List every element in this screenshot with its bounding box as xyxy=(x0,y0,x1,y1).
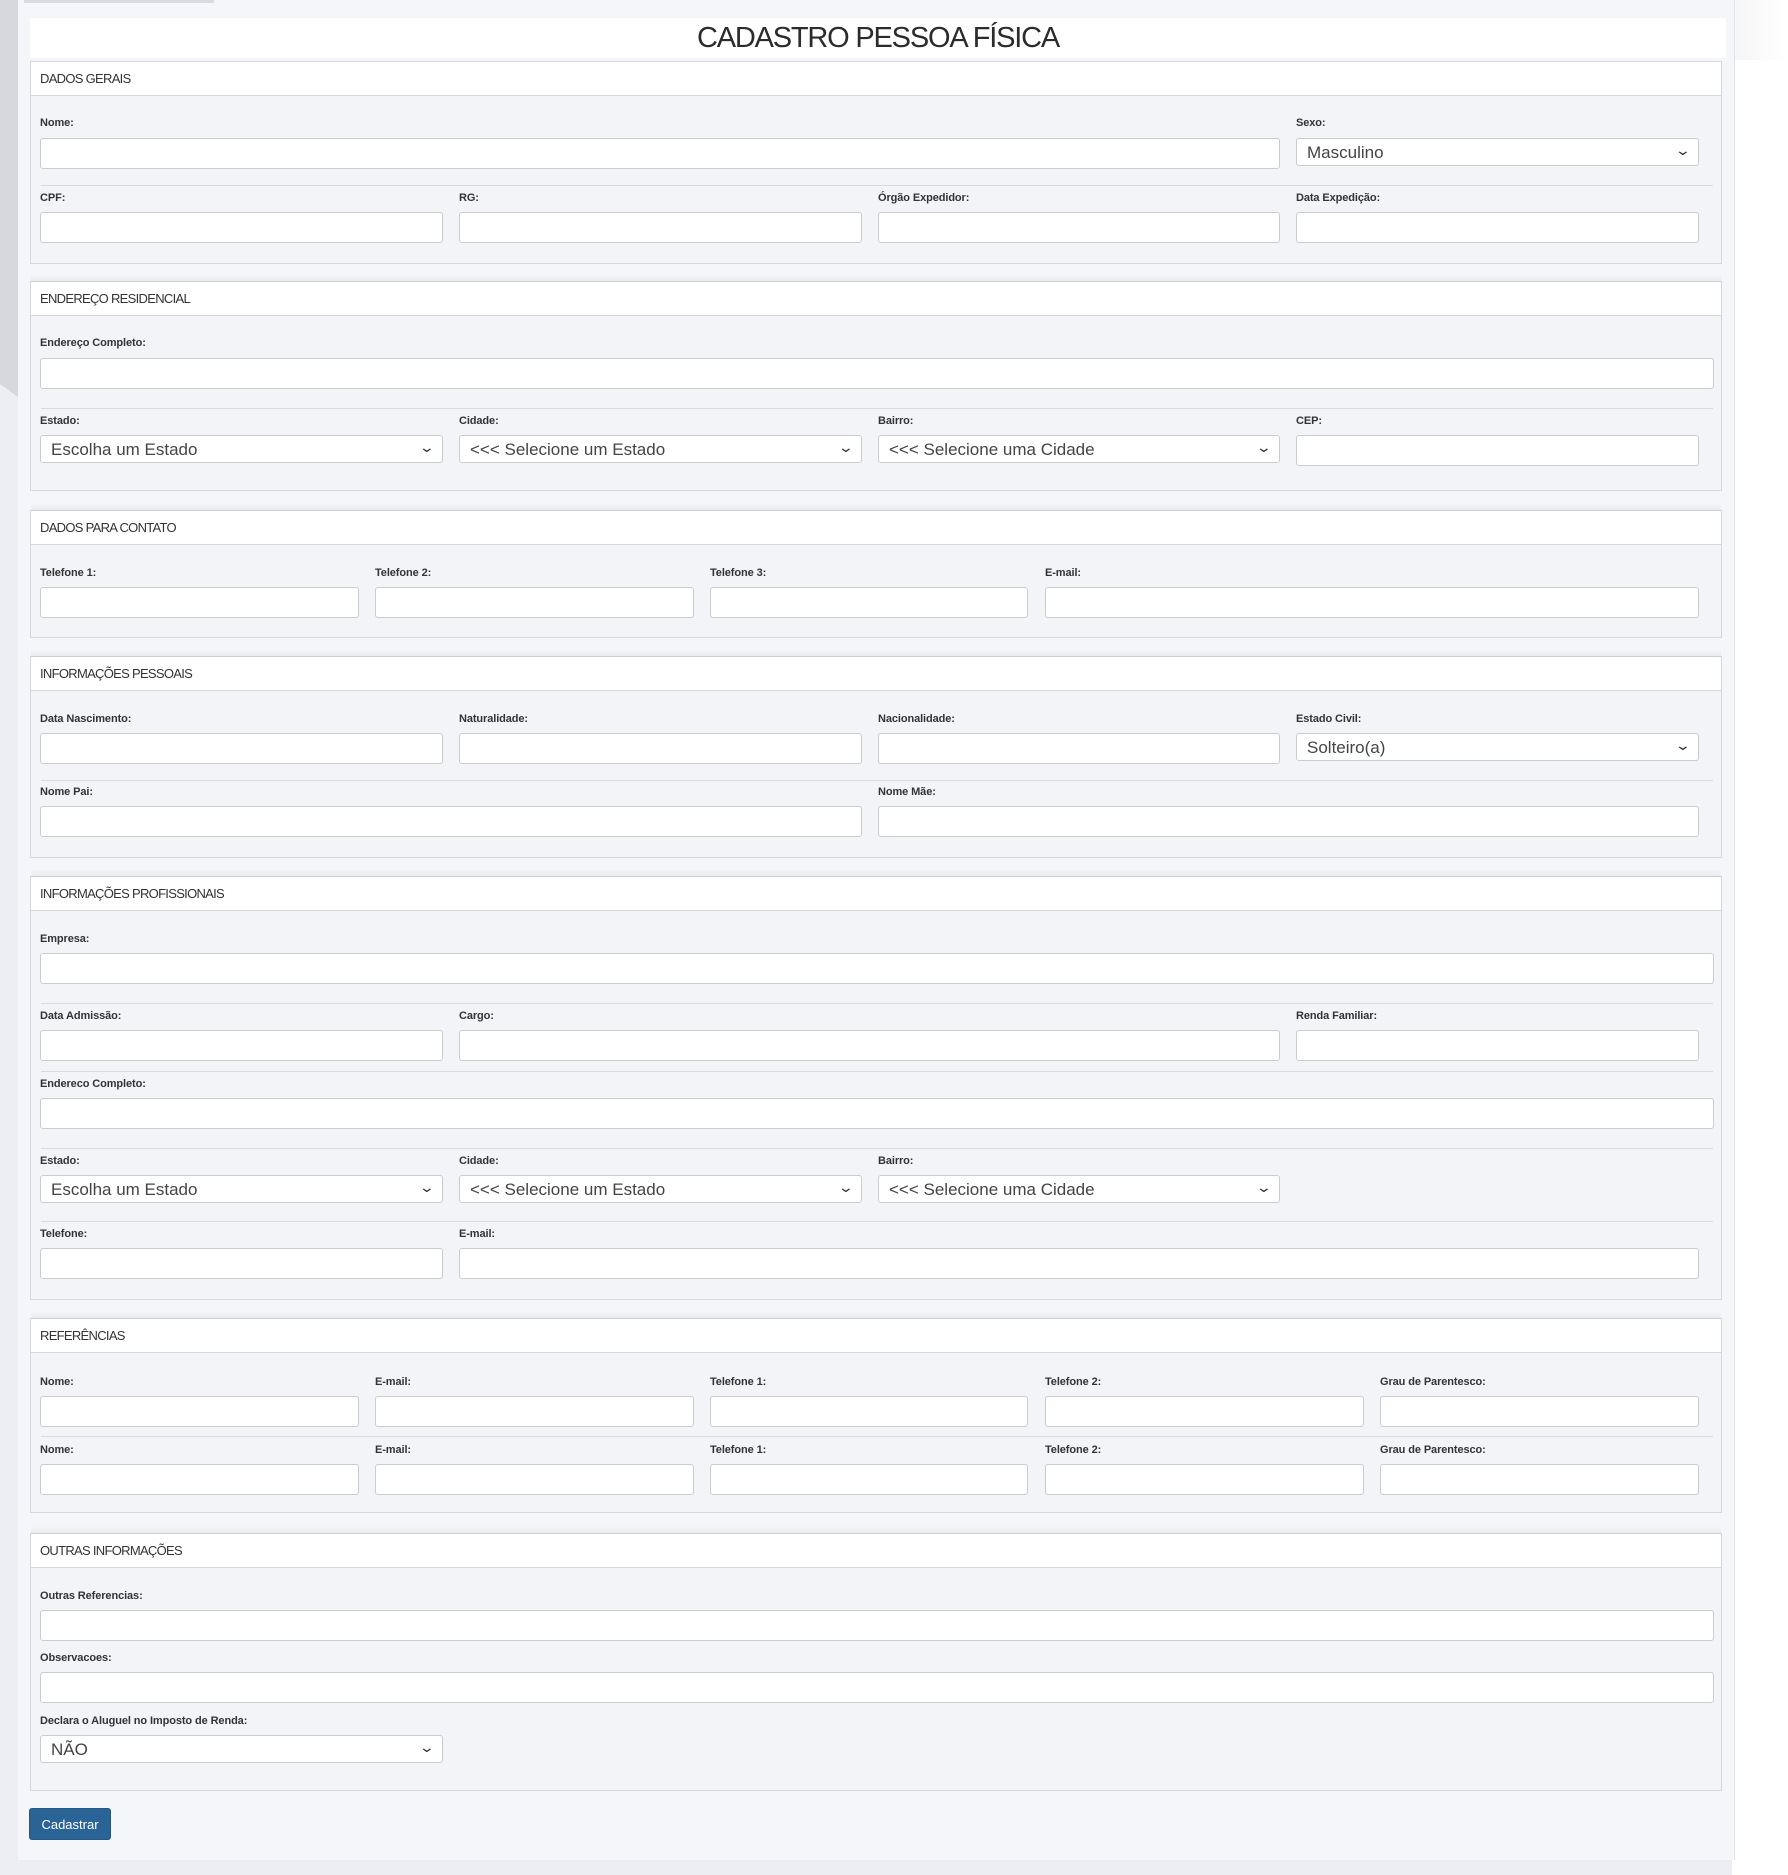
cidade-empresa-select[interactable] xyxy=(459,1175,862,1203)
estado-civil-select[interactable] xyxy=(1296,733,1699,761)
page-title: CADASTRO PESSOA FÍSICA xyxy=(697,22,1059,54)
rg-input[interactable] xyxy=(459,212,862,243)
panel-title: INFORMAÇÕES PROFISSIONAIS xyxy=(40,886,225,901)
estado-select-value: Escolha um Estado xyxy=(51,440,198,459)
bairro-select-value: <<< Selecione uma Cidade xyxy=(889,440,1095,459)
data-expedicao-label: Data Expedição: xyxy=(1296,192,1381,204)
data-nascimento-label: Data Nascimento: xyxy=(40,713,132,725)
title-bar xyxy=(30,18,1726,58)
naturalidade-input[interactable] xyxy=(459,733,862,764)
panel-header xyxy=(31,657,1721,691)
declara-aluguel-label: Declara o Aluguel no Imposto de Renda: xyxy=(40,1715,248,1727)
panel-endereco-residencial xyxy=(30,281,1722,491)
email-empresa-label: E-mail: xyxy=(459,1228,495,1240)
orgao-expedidor-input[interactable] xyxy=(878,212,1280,243)
nome-mae-label: Nome Mãe: xyxy=(878,786,936,798)
estado-empresa-label: Estado: xyxy=(40,1155,80,1167)
observacoes-label: Observacoes: xyxy=(40,1652,112,1664)
panel-header xyxy=(31,282,1721,316)
endereco-completo-input[interactable] xyxy=(40,358,1714,389)
cidade-label: Cidade: xyxy=(459,415,499,427)
cpf-input[interactable] xyxy=(40,212,443,243)
renda-familiar-input[interactable] xyxy=(1296,1030,1699,1061)
sexo-label: Sexo: xyxy=(1296,117,1326,129)
data-admissao-input[interactable] xyxy=(40,1030,443,1061)
chevron-down-icon: ⌄ xyxy=(837,439,855,455)
renda-familiar-label: Renda Familiar: xyxy=(1296,1010,1378,1022)
row-divider xyxy=(41,1071,1713,1072)
estado-civil-label: Estado Civil: xyxy=(1296,713,1362,725)
ref-parentesco-input[interactable] xyxy=(1380,1464,1699,1495)
row-divider xyxy=(41,1148,1713,1149)
row-divider xyxy=(41,1003,1713,1004)
cep-label: CEP: xyxy=(1296,415,1322,427)
chevron-down-icon: ⌄ xyxy=(418,439,436,455)
declara-aluguel-select-value: NÃO xyxy=(51,1740,88,1759)
panel-dados-gerais xyxy=(30,61,1722,264)
bairro-empresa-select[interactable] xyxy=(878,1175,1280,1203)
ref-telefone2-input[interactable] xyxy=(1045,1464,1364,1495)
endereco-empresa-input[interactable] xyxy=(40,1098,1714,1129)
ref-email-label: E-mail: xyxy=(375,1444,411,1456)
nome-pai-input[interactable] xyxy=(40,806,862,837)
nacionalidade-input[interactable] xyxy=(878,733,1280,764)
chevron-down-icon: ⌄ xyxy=(1674,737,1692,753)
estado-empresa-select-value: Escolha um Estado xyxy=(51,1180,198,1199)
panel-title: DADOS PARA CONTATO xyxy=(40,520,176,535)
telefone-empresa-input[interactable] xyxy=(40,1248,443,1279)
bairro-select[interactable] xyxy=(878,435,1280,463)
row-divider xyxy=(41,185,1713,186)
bairro-empresa-select-value: <<< Selecione uma Cidade xyxy=(889,1180,1095,1199)
cep-input[interactable] xyxy=(1296,435,1699,466)
chevron-down-icon: ⌄ xyxy=(418,1739,436,1755)
ref-nome-input[interactable] xyxy=(40,1396,359,1427)
nome-pai-label: Nome Pai: xyxy=(40,786,93,798)
row-divider xyxy=(41,1436,1713,1437)
ref-telefone1-label: Telefone 1: xyxy=(710,1444,767,1456)
orgao-expedidor-label: Órgão Expedidor: xyxy=(878,192,970,204)
panel-title: OUTRAS INFORMAÇÕES xyxy=(40,1543,182,1558)
panel-title: INFORMAÇÕES PESSOAIS xyxy=(40,666,193,681)
row-divider xyxy=(41,408,1713,409)
nome-input[interactable] xyxy=(40,138,1280,169)
ref-telefone2-label: Telefone 2: xyxy=(1045,1376,1102,1388)
chevron-down-icon: ⌄ xyxy=(418,1179,436,1195)
nacionalidade-label: Nacionalidade: xyxy=(878,713,955,725)
ref-parentesco-input[interactable] xyxy=(1380,1396,1699,1427)
ref-email-label: E-mail: xyxy=(375,1376,411,1388)
panel-header xyxy=(31,1534,1721,1568)
row-divider xyxy=(41,780,1713,781)
cidade-select-value: <<< Selecione um Estado xyxy=(470,440,666,459)
panel-header xyxy=(31,877,1721,911)
cpf-label: CPF: xyxy=(40,192,66,204)
sexo-select-value: Masculino xyxy=(1307,143,1384,162)
ref-telefone2-label: Telefone 2: xyxy=(1045,1444,1102,1456)
panel-header xyxy=(31,1319,1721,1353)
bairro-empresa-label: Bairro: xyxy=(878,1155,914,1167)
cidade-empresa-label: Cidade: xyxy=(459,1155,499,1167)
ref-nome-input[interactable] xyxy=(40,1464,359,1495)
panel-referencias xyxy=(30,1318,1722,1513)
chevron-down-icon: ⌄ xyxy=(837,1179,855,1195)
chevron-down-icon: ⌄ xyxy=(1674,142,1692,158)
panel-informacoes-profissionais xyxy=(30,876,1722,1300)
panel-title: DADOS GERAIS xyxy=(40,71,131,86)
outras-referencias-label: Outras Referencias: xyxy=(40,1590,143,1602)
rg-label: RG: xyxy=(459,192,479,204)
nome-mae-input[interactable] xyxy=(878,806,1699,837)
chevron-down-icon: ⌄ xyxy=(1255,1179,1273,1195)
background-right xyxy=(1732,0,1788,1875)
cargo-label: Cargo: xyxy=(459,1010,494,1022)
telefone-empresa-label: Telefone: xyxy=(40,1228,88,1240)
panel-dados-contato xyxy=(30,510,1722,638)
ref-nome-label: Nome: xyxy=(40,1444,74,1456)
nome-label: Nome: xyxy=(40,117,74,129)
outras-referencias-input[interactable] xyxy=(40,1610,1714,1641)
panel-title: ENDEREÇO RESIDENCIAL xyxy=(40,291,190,306)
telefone1-input[interactable] xyxy=(40,587,359,618)
estado-civil-select-value: Solteiro(a) xyxy=(1307,738,1386,757)
ref-email-input[interactable] xyxy=(375,1464,694,1495)
ref-email-input[interactable] xyxy=(375,1396,694,1427)
declara-aluguel-select[interactable] xyxy=(40,1735,443,1763)
email-input[interactable] xyxy=(1045,587,1699,618)
ref-parentesco-label: Grau de Parentesco: xyxy=(1380,1376,1486,1388)
ref-telefone2-input[interactable] xyxy=(1045,1396,1364,1427)
estado-label: Estado: xyxy=(40,415,80,427)
naturalidade-label: Naturalidade: xyxy=(459,713,528,725)
cidade-select[interactable] xyxy=(459,435,862,463)
telefone3-input[interactable] xyxy=(710,587,1028,618)
telefone3-label: Telefone 3: xyxy=(710,567,767,579)
bairro-label: Bairro: xyxy=(878,415,914,427)
data-expedicao-input[interactable] xyxy=(1296,212,1699,243)
email-empresa-input[interactable] xyxy=(459,1248,1699,1279)
ref-nome-label: Nome: xyxy=(40,1376,74,1388)
empresa-label: Empresa: xyxy=(40,933,90,945)
endereco-completo-label: Endereço Completo: xyxy=(40,337,146,349)
data-admissao-label: Data Admissão: xyxy=(40,1010,122,1022)
row-divider xyxy=(41,1221,1713,1222)
ref-telefone1-label: Telefone 1: xyxy=(710,1376,767,1388)
empresa-input[interactable] xyxy=(40,953,1714,984)
ref-telefone1-input[interactable] xyxy=(710,1464,1028,1495)
endereco-empresa-label: Endereco Completo: xyxy=(40,1078,146,1090)
ref-telefone1-input[interactable] xyxy=(710,1396,1028,1427)
panel-informacoes-pessoais xyxy=(30,656,1722,858)
ref-parentesco-label: Grau de Parentesco: xyxy=(1380,1444,1486,1456)
cidade-empresa-select-value: <<< Selecione um Estado xyxy=(470,1180,666,1199)
estado-empresa-select[interactable] xyxy=(40,1175,443,1203)
chevron-down-icon: ⌄ xyxy=(1255,439,1273,455)
telefone2-input[interactable] xyxy=(375,587,694,618)
email-label: E-mail: xyxy=(1045,567,1081,579)
telefone1-label: Telefone 1: xyxy=(40,567,97,579)
panel-header xyxy=(31,511,1721,545)
data-nascimento-input[interactable] xyxy=(40,733,443,764)
telefone2-label: Telefone 2: xyxy=(375,567,432,579)
top-tab-strip xyxy=(24,0,214,3)
estado-select[interactable] xyxy=(40,435,443,463)
sexo-select[interactable] xyxy=(1296,138,1699,166)
observacoes-input[interactable] xyxy=(40,1672,1714,1703)
cargo-input[interactable] xyxy=(459,1030,1280,1061)
panel-outras-informacoes xyxy=(30,1533,1722,1791)
panel-header xyxy=(31,62,1721,96)
panel-title: REFERÊNCIAS xyxy=(40,1328,125,1343)
cadastrar-button[interactable]: Cadastrar xyxy=(29,1808,111,1840)
